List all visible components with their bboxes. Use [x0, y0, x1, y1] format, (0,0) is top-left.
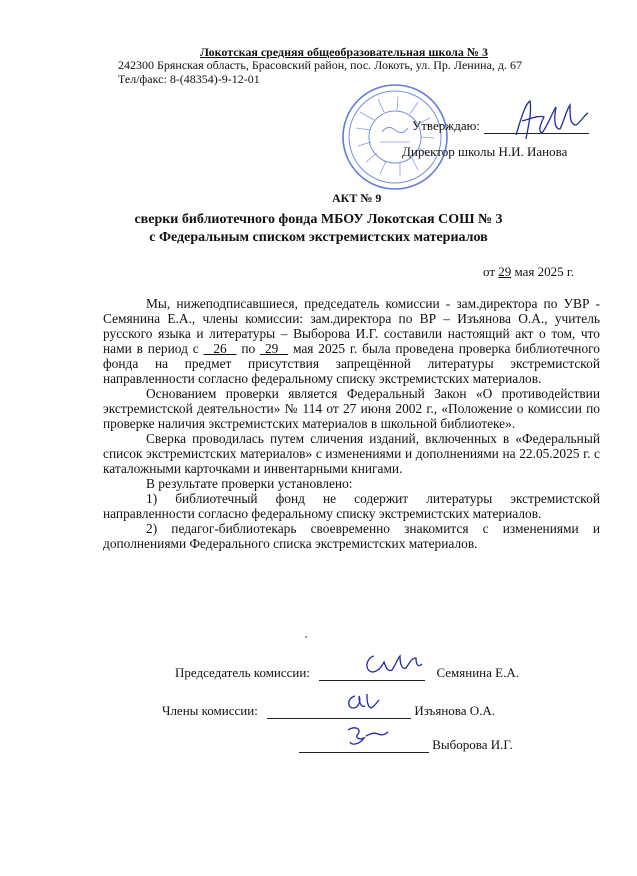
school-name: Локотская средняя общеобразовательная школа № 3	[200, 45, 488, 59]
period-mid: по	[241, 341, 256, 356]
member2-signature	[342, 722, 392, 752]
date-prefix: от	[483, 264, 496, 279]
separator-dot	[305, 636, 307, 638]
paragraph-1	[103, 296, 600, 386]
period-from	[204, 341, 237, 356]
members-label: Члены комиссии:	[162, 703, 258, 718]
act-date	[483, 264, 574, 280]
chair-label: Председатель комиссии:	[175, 665, 310, 680]
act-body	[103, 296, 600, 551]
chair-signature-row	[175, 665, 519, 681]
paragraph-1-start: Мы, нижеподписавшиеся, председатель комиссии - зам.директора по УВР - Семянина Е.А., члены комиссии: зам.директора по ВР – Изъянова О.А., учитель русского языка и литературы – Выборова И.Г. составили настоящий акт о том, что нами в период с	[103, 296, 600, 356]
act-title-line2: с Федеральным списком экстремистских материалов	[149, 230, 488, 245]
member2-signature-row	[299, 737, 513, 753]
member1-name: Изъянова О.А.	[414, 703, 496, 718]
director-signature	[508, 95, 593, 145]
paragraph-2: Основанием проверки является Федеральный Закон «О противодействии экстремистской деятельности» № 114 от 27 июня 2002 г., «Положение о комиссии по проверке наличия экстремистских материалов в школьной библиотеке».	[103, 386, 600, 431]
member2-signature-line	[299, 752, 429, 753]
member2-name: Выборова И.Г.	[432, 737, 513, 752]
paragraph-5: 1) библиотечный фонд не содержит литературы экстремистской направленности согласно федеральному списку экстремистских материалов.	[103, 491, 600, 521]
period-from-value: 26	[213, 341, 227, 356]
approve-label: Утверждаю:	[412, 118, 480, 133]
act-number: АКТ № 9	[332, 191, 382, 205]
school-address: 242300 Брянская область, Брасовский район, пос. Локоть, ул. Пр. Ленина, д. 67	[118, 58, 522, 72]
act-title-line1: сверки библиотечного фонда МБОУ Локотская СОШ № 3	[134, 212, 503, 227]
chair-signature	[360, 648, 430, 680]
paragraph-1-end: мая 2025 г. была проведена проверка библиотечного фонда на предмет присутствия запрещённой литературы экстремистской направленности согласно федеральному списку экстремистских материалов.	[103, 341, 600, 386]
school-stamp	[340, 82, 450, 192]
school-phone: Тел/факс: 8-(48354)-9-12-01	[118, 72, 260, 86]
member1-signature-row	[162, 703, 495, 719]
paragraph-4: В результате проверки установлено:	[146, 476, 353, 491]
paragraph-3: Сверка проводилась путем сличения изданий, включенных в «Федеральный список экстремистских материалов» с изменениями и дополнениями на 22.05.2025 г. с каталожными карточками и инвентарными книгами.	[103, 431, 600, 476]
period-to	[260, 341, 288, 356]
paragraph-6: 2) педагог-библиотекарь своевременно знакомится с изменениями и дополнениями Федерального списка экстремистских материалов.	[103, 521, 600, 551]
member1-signature	[343, 690, 383, 714]
date-day: 29	[498, 264, 512, 279]
date-rest: мая 2025 г.	[514, 264, 575, 279]
director-line: Директор школы Н.И. Ианова	[402, 144, 568, 159]
chair-name: Семянина Е.А.	[436, 665, 519, 680]
chair-signature-line	[319, 680, 425, 681]
member1-signature-line	[267, 718, 411, 719]
period-to-value: 29	[264, 341, 279, 356]
